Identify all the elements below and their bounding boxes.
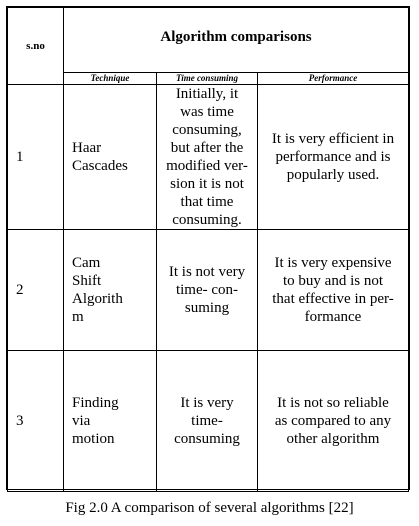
time-cell: It is not very time- con- suming [157, 230, 258, 351]
sno-header: s.no [8, 8, 64, 85]
time-cell: Initially, it was time consuming, but after the modified ver- sion it is not that time consuming. [157, 85, 258, 230]
subheader-performance: Performance [258, 73, 409, 85]
table-row [8, 351, 409, 492]
row-number: 1 [8, 85, 64, 230]
row-number: 3 [8, 351, 64, 492]
performance-cell: It is not so reliable as compared to any other algorithm [258, 351, 409, 492]
comparison-table [7, 7, 409, 492]
row-number: 2 [8, 230, 64, 351]
comparison-table-container [6, 6, 410, 490]
performance-cell: It is very expensive to buy and is not that effective in per- formance [258, 230, 409, 351]
table-title: Algorithm comparisons [64, 8, 409, 73]
subheader-technique: Technique [64, 73, 157, 85]
subheader-time-consuming: Time consuming [157, 73, 258, 85]
technique-cell: Finding via motion [64, 351, 157, 492]
time-cell: It is very time- consuming [157, 351, 258, 492]
figure-caption: Fig 2.0 A comparison of several algorithms [22] [65, 500, 354, 516]
performance-cell: It is very efficient in performance and is popularly used. [258, 85, 409, 230]
technique-cell: Cam Shift Algorith m [64, 230, 157, 351]
table-row [8, 85, 409, 230]
table-row [8, 230, 409, 351]
technique-cell: Haar Cascades [64, 85, 157, 230]
